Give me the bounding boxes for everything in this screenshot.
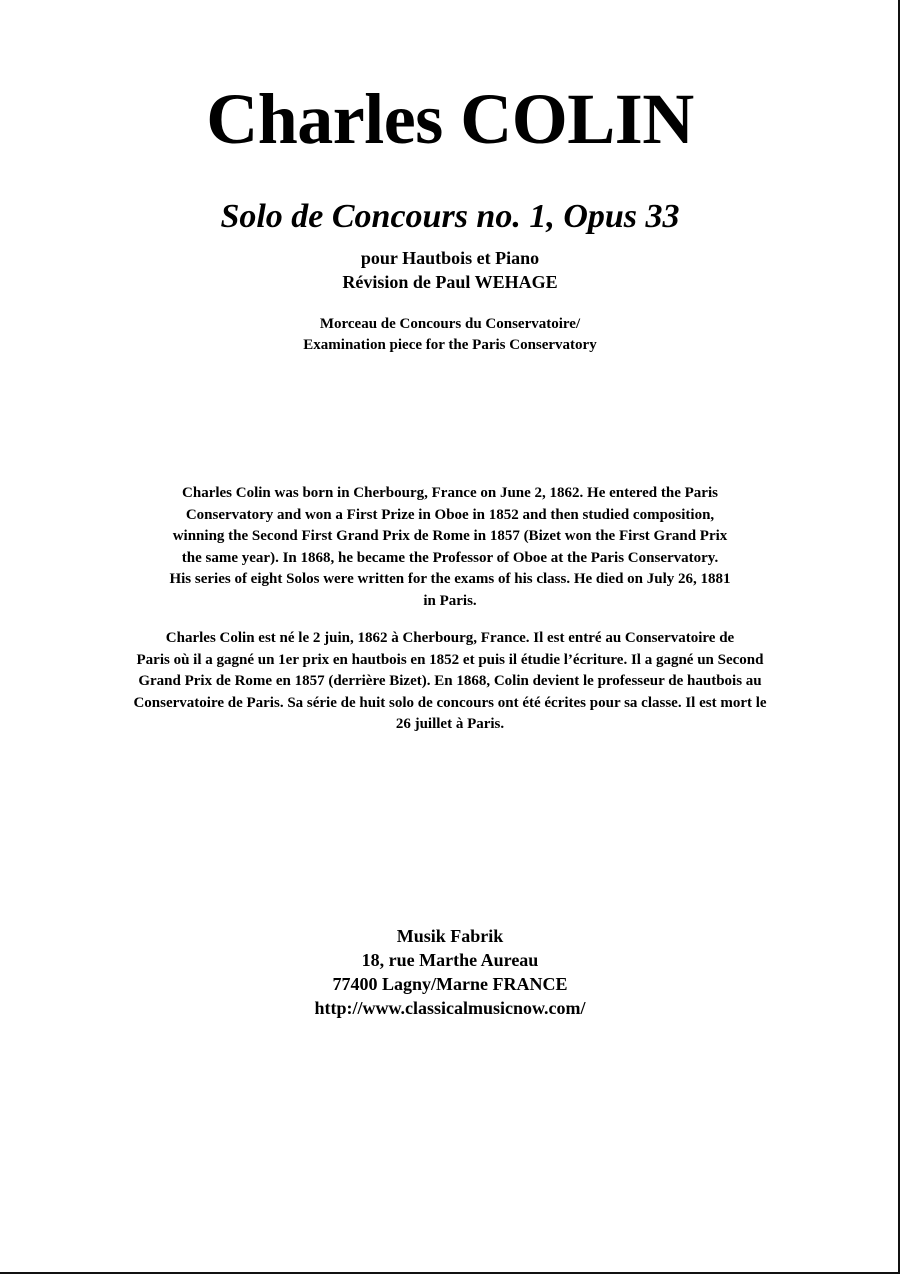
bio-en-line: winning the Second First Grand Prix de Rome in 1857 (Bizet won the First Grand Prix — [172, 528, 728, 544]
bio-en-line: Charles Colin was born in Cherbourg, France on June 2, 1862. He entered the Paris — [182, 485, 718, 501]
examination-line-en: Examination piece for the Paris Conservatory — [303, 337, 597, 353]
instrumentation-line: pour Hautbois et Piano — [360, 248, 540, 268]
biography-french — [0, 628, 900, 736]
composer-name: Charles COLIN — [206, 79, 694, 159]
bio-fr-line: Charles Colin est né le 2 juin, 1862 à Cherbourg, France. Il est entré au Conservatoire de — [165, 630, 735, 646]
bio-fr-line: 26 juillet à Paris. — [395, 716, 505, 732]
publisher-name: Musik Fabrik — [396, 926, 504, 946]
bio-en-line: His series of eight Solos were written for the exams of his class. He died on July 26, 1881 — [169, 571, 731, 587]
bio-en-line: the same year). In 1868, he became the Professor of Oboe at the Paris Conservatory. — [181, 549, 719, 566]
publisher-street: 18, rue Marthe Aureau — [361, 950, 539, 970]
publisher-city: 77400 Lagny/Marne FRANCE — [332, 974, 568, 994]
work-title: Solo de Concours no. 1, Opus 33 — [220, 198, 680, 235]
publisher-url: http://www.classicalmusicnow.com/ — [314, 998, 586, 1018]
bio-fr-line: Conservatoire de Paris. Sa série de huit solo de concours ont été écrites pour sa classe. Il est mort le — [133, 694, 767, 711]
bio-en-line: Conservatory and won a First Prize in Oboe in 1852 and then studied composition, — [185, 506, 715, 523]
bio-en-line: in Paris. — [423, 592, 477, 609]
biography-english — [0, 483, 900, 612]
bio-fr-line: Grand Prix de Rome en 1857 (derrière Bizet). En 1868, Colin devient le professeur de hautbois au — [138, 673, 762, 689]
examination-note — [0, 314, 900, 356]
subtitle-block — [0, 246, 900, 294]
bio-fr-line: Paris où il a gagné un 1er prix en hautbois en 1852 et puis il étudie l’écriture. Il a gagné un Second — [136, 651, 764, 668]
examination-line-fr: Morceau de Concours du Conservatoire/ — [319, 316, 581, 332]
publisher-address — [0, 924, 900, 1020]
revision-line: Révision de Paul WEHAGE — [342, 272, 558, 292]
